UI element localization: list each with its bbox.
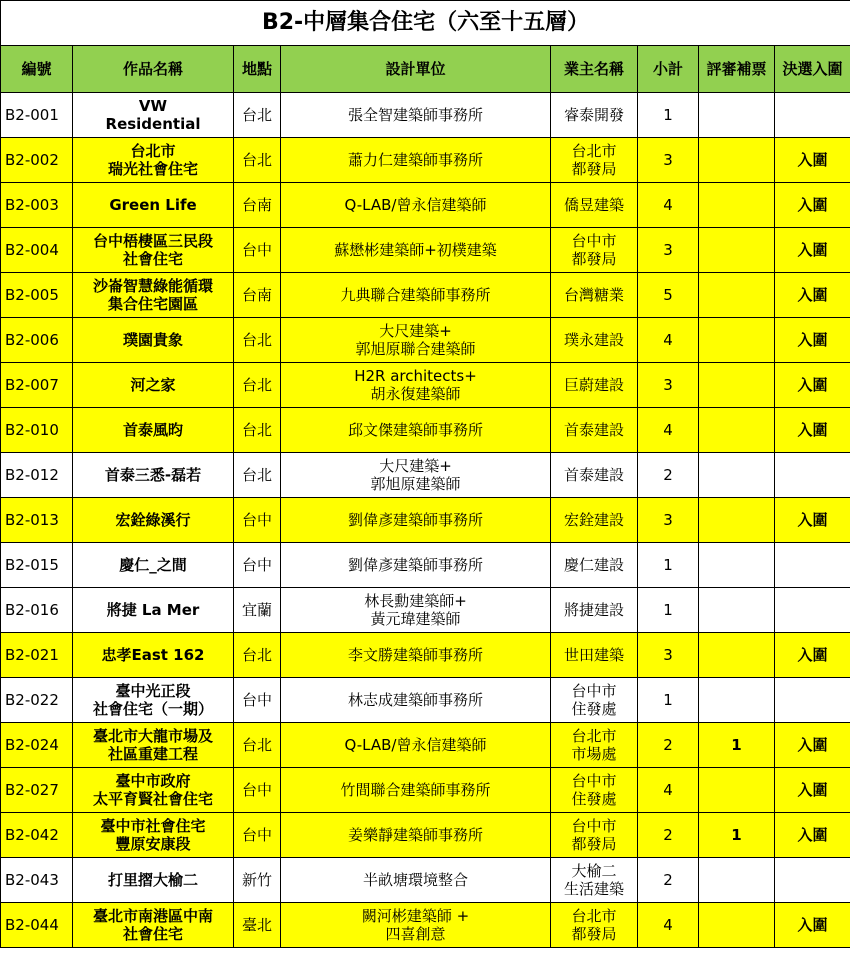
cell-final: 入圍 [775, 273, 850, 318]
cell-bonus [699, 858, 775, 903]
table-row [1, 318, 850, 363]
header-final: 決選入圍 [775, 46, 850, 93]
table-row [1, 903, 850, 948]
header-bonus: 評審補票 [699, 46, 775, 93]
cell-location: 台北 [234, 633, 281, 678]
cell-owner: 台北市 市場處 [551, 723, 638, 768]
cell-name: 首泰風昀 [73, 408, 234, 453]
cell-code: B2-042 [1, 813, 73, 858]
cell-name: 台北市 瑞光社會住宅 [73, 138, 234, 183]
cell-bonus [699, 138, 775, 183]
cell-bonus [699, 273, 775, 318]
cell-final: 入圍 [775, 903, 850, 948]
cell-owner: 台北市 都發局 [551, 138, 638, 183]
table-row [1, 273, 850, 318]
cell-designer: Q-LAB/曾永信建築師 [281, 183, 551, 228]
cell-final: 入圍 [775, 813, 850, 858]
cell-final [775, 858, 850, 903]
cell-designer: Q-LAB/曾永信建築師 [281, 723, 551, 768]
cell-owner: 慶仁建設 [551, 543, 638, 588]
cell-subtotal: 1 [638, 543, 699, 588]
cell-code: B2-010 [1, 408, 73, 453]
cell-bonus: 1 [699, 723, 775, 768]
cell-bonus [699, 678, 775, 723]
cell-designer: 邱文傑建築師事務所 [281, 408, 551, 453]
cell-owner: 璞永建設 [551, 318, 638, 363]
cell-code: B2-006 [1, 318, 73, 363]
cell-final: 入圍 [775, 318, 850, 363]
cell-designer: 闕河彬建築師 + 四喜創意 [281, 903, 551, 948]
cell-owner: 巨蔚建設 [551, 363, 638, 408]
cell-designer: 劉偉彥建築師事務所 [281, 498, 551, 543]
cell-subtotal: 4 [638, 318, 699, 363]
cell-bonus [699, 543, 775, 588]
header-code: 編號 [1, 46, 73, 93]
table-row [1, 678, 850, 723]
cell-location: 台中 [234, 498, 281, 543]
cell-final: 入圍 [775, 498, 850, 543]
header-location: 地點 [234, 46, 281, 93]
cell-owner: 世田建築 [551, 633, 638, 678]
cell-final: 入圍 [775, 633, 850, 678]
table-row [1, 93, 850, 138]
cell-bonus [699, 768, 775, 813]
cell-location: 台南 [234, 183, 281, 228]
table-row [1, 543, 850, 588]
cell-location: 台中 [234, 678, 281, 723]
cell-subtotal: 3 [638, 363, 699, 408]
cell-name: 臺北市大龍市場及 社區重建工程 [73, 723, 234, 768]
cell-designer: H2R architects+ 胡永復建築師 [281, 363, 551, 408]
cell-designer: 蘇懋彬建築師+初樸建築 [281, 228, 551, 273]
cell-owner: 大榆二 生活建築 [551, 858, 638, 903]
table-row [1, 588, 850, 633]
cell-subtotal: 4 [638, 183, 699, 228]
cell-owner: 台中市 都發局 [551, 228, 638, 273]
cell-owner: 台北市 都發局 [551, 903, 638, 948]
cell-location: 台北 [234, 453, 281, 498]
table-row [1, 498, 850, 543]
cell-location: 宜蘭 [234, 588, 281, 633]
cell-name: 忠孝East 162 [73, 633, 234, 678]
cell-code: B2-001 [1, 93, 73, 138]
cell-subtotal: 1 [638, 93, 699, 138]
cell-designer: 姜樂靜建築師事務所 [281, 813, 551, 858]
header-owner: 業主名稱 [551, 46, 638, 93]
cell-bonus [699, 408, 775, 453]
cell-location: 台北 [234, 318, 281, 363]
cell-subtotal: 2 [638, 813, 699, 858]
cell-designer: 林長勳建築師+ 黃元瑋建築師 [281, 588, 551, 633]
cell-code: B2-022 [1, 678, 73, 723]
cell-final: 入圍 [775, 363, 850, 408]
cell-location: 台中 [234, 813, 281, 858]
cell-owner: 睿泰開發 [551, 93, 638, 138]
cell-final [775, 588, 850, 633]
table-row [1, 768, 850, 813]
cell-code: B2-021 [1, 633, 73, 678]
cell-name: 沙崙智慧綠能循環 集合住宅園區 [73, 273, 234, 318]
header-subtotal: 小計 [638, 46, 699, 93]
cell-name: 臺中市政府 太平育賢社會住宅 [73, 768, 234, 813]
table-row [1, 228, 850, 273]
cell-subtotal: 3 [638, 228, 699, 273]
table-title: B2-中層集合住宅（六至十五層） [1, 1, 850, 46]
cell-name: 將捷 La Mer [73, 588, 234, 633]
cell-code: B2-012 [1, 453, 73, 498]
cell-location: 台中 [234, 228, 281, 273]
cell-subtotal: 4 [638, 903, 699, 948]
cell-name: 臺中市社會住宅 豐原安康段 [73, 813, 234, 858]
cell-designer: 九典聯合建築師事務所 [281, 273, 551, 318]
cell-owner: 台中市 都發局 [551, 813, 638, 858]
cell-subtotal: 4 [638, 408, 699, 453]
cell-location: 台北 [234, 363, 281, 408]
cell-name: 河之家 [73, 363, 234, 408]
cell-bonus [699, 363, 775, 408]
cell-name: 台中梧棲區三民段 社會住宅 [73, 228, 234, 273]
cell-subtotal: 2 [638, 723, 699, 768]
cell-subtotal: 3 [638, 633, 699, 678]
cell-bonus [699, 318, 775, 363]
header-designer: 設計單位 [281, 46, 551, 93]
cell-name: 慶仁_之間 [73, 543, 234, 588]
cell-location: 台北 [234, 723, 281, 768]
cell-name: 臺北市南港區中南 社會住宅 [73, 903, 234, 948]
cell-owner: 台灣糖業 [551, 273, 638, 318]
cell-bonus [699, 93, 775, 138]
cell-bonus [699, 498, 775, 543]
cell-name: VW Residential [73, 93, 234, 138]
table-row [1, 858, 850, 903]
table-row [1, 813, 850, 858]
cell-final: 入圍 [775, 138, 850, 183]
cell-bonus [699, 903, 775, 948]
cell-subtotal: 3 [638, 138, 699, 183]
table-row [1, 453, 850, 498]
table-row [1, 408, 850, 453]
cell-final [775, 93, 850, 138]
cell-location: 台北 [234, 138, 281, 183]
cell-subtotal: 1 [638, 588, 699, 633]
cell-name: 宏銓綠溪行 [73, 498, 234, 543]
cell-code: B2-005 [1, 273, 73, 318]
cell-designer: 大尺建築+ 郭旭原聯合建築師 [281, 318, 551, 363]
cell-designer: 林志成建築師事務所 [281, 678, 551, 723]
cell-designer: 李文勝建築師事務所 [281, 633, 551, 678]
table-row [1, 183, 850, 228]
table-row [1, 633, 850, 678]
cell-bonus [699, 228, 775, 273]
cell-owner: 首泰建設 [551, 408, 638, 453]
cell-final [775, 678, 850, 723]
cell-location: 台南 [234, 273, 281, 318]
cell-name: 打里摺大榆二 [73, 858, 234, 903]
cell-subtotal: 2 [638, 453, 699, 498]
cell-owner: 將捷建設 [551, 588, 638, 633]
cell-owner: 首泰建設 [551, 453, 638, 498]
cell-location: 台中 [234, 768, 281, 813]
cell-code: B2-016 [1, 588, 73, 633]
cell-code: B2-004 [1, 228, 73, 273]
cell-bonus [699, 633, 775, 678]
header-name: 作品名稱 [73, 46, 234, 93]
cell-code: B2-002 [1, 138, 73, 183]
table-row [1, 363, 850, 408]
cell-designer: 劉偉彥建築師事務所 [281, 543, 551, 588]
cell-designer: 蕭力仁建築師事務所 [281, 138, 551, 183]
cell-owner: 僑昱建築 [551, 183, 638, 228]
cell-name: 璞園貴象 [73, 318, 234, 363]
cell-name: 臺中光正段 社會住宅（一期） [73, 678, 234, 723]
cell-final [775, 453, 850, 498]
cell-final: 入圍 [775, 768, 850, 813]
cell-code: B2-013 [1, 498, 73, 543]
cell-designer: 半畝塘環境整合 [281, 858, 551, 903]
cell-subtotal: 5 [638, 273, 699, 318]
cell-code: B2-044 [1, 903, 73, 948]
table-row [1, 723, 850, 768]
cell-final: 入圍 [775, 723, 850, 768]
cell-name: Green Life [73, 183, 234, 228]
cell-final: 入圍 [775, 408, 850, 453]
cell-subtotal: 2 [638, 858, 699, 903]
cell-owner: 台中市 住發處 [551, 678, 638, 723]
cell-location: 台北 [234, 93, 281, 138]
cell-code: B2-007 [1, 363, 73, 408]
cell-bonus [699, 183, 775, 228]
cell-code: B2-003 [1, 183, 73, 228]
cell-location: 台中 [234, 543, 281, 588]
cell-designer: 張全智建築師事務所 [281, 93, 551, 138]
cell-bonus [699, 588, 775, 633]
cell-subtotal: 3 [638, 498, 699, 543]
table-row [1, 138, 850, 183]
header-row [1, 46, 850, 93]
cell-bonus [699, 453, 775, 498]
cell-subtotal: 4 [638, 768, 699, 813]
cell-location: 臺北 [234, 903, 281, 948]
cell-final: 入圍 [775, 183, 850, 228]
cell-owner: 台中市 住發處 [551, 768, 638, 813]
cell-name: 首泰三悉-磊若 [73, 453, 234, 498]
cell-designer: 大尺建築+ 郭旭原建築師 [281, 453, 551, 498]
cell-code: B2-024 [1, 723, 73, 768]
cell-code: B2-043 [1, 858, 73, 903]
cell-subtotal: 1 [638, 678, 699, 723]
cell-code: B2-027 [1, 768, 73, 813]
cell-location: 台北 [234, 408, 281, 453]
cell-owner: 宏銓建設 [551, 498, 638, 543]
cell-location: 新竹 [234, 858, 281, 903]
cell-bonus: 1 [699, 813, 775, 858]
cell-final: 入圍 [775, 228, 850, 273]
cell-final [775, 543, 850, 588]
cell-designer: 竹間聯合建築師事務所 [281, 768, 551, 813]
cell-code: B2-015 [1, 543, 73, 588]
